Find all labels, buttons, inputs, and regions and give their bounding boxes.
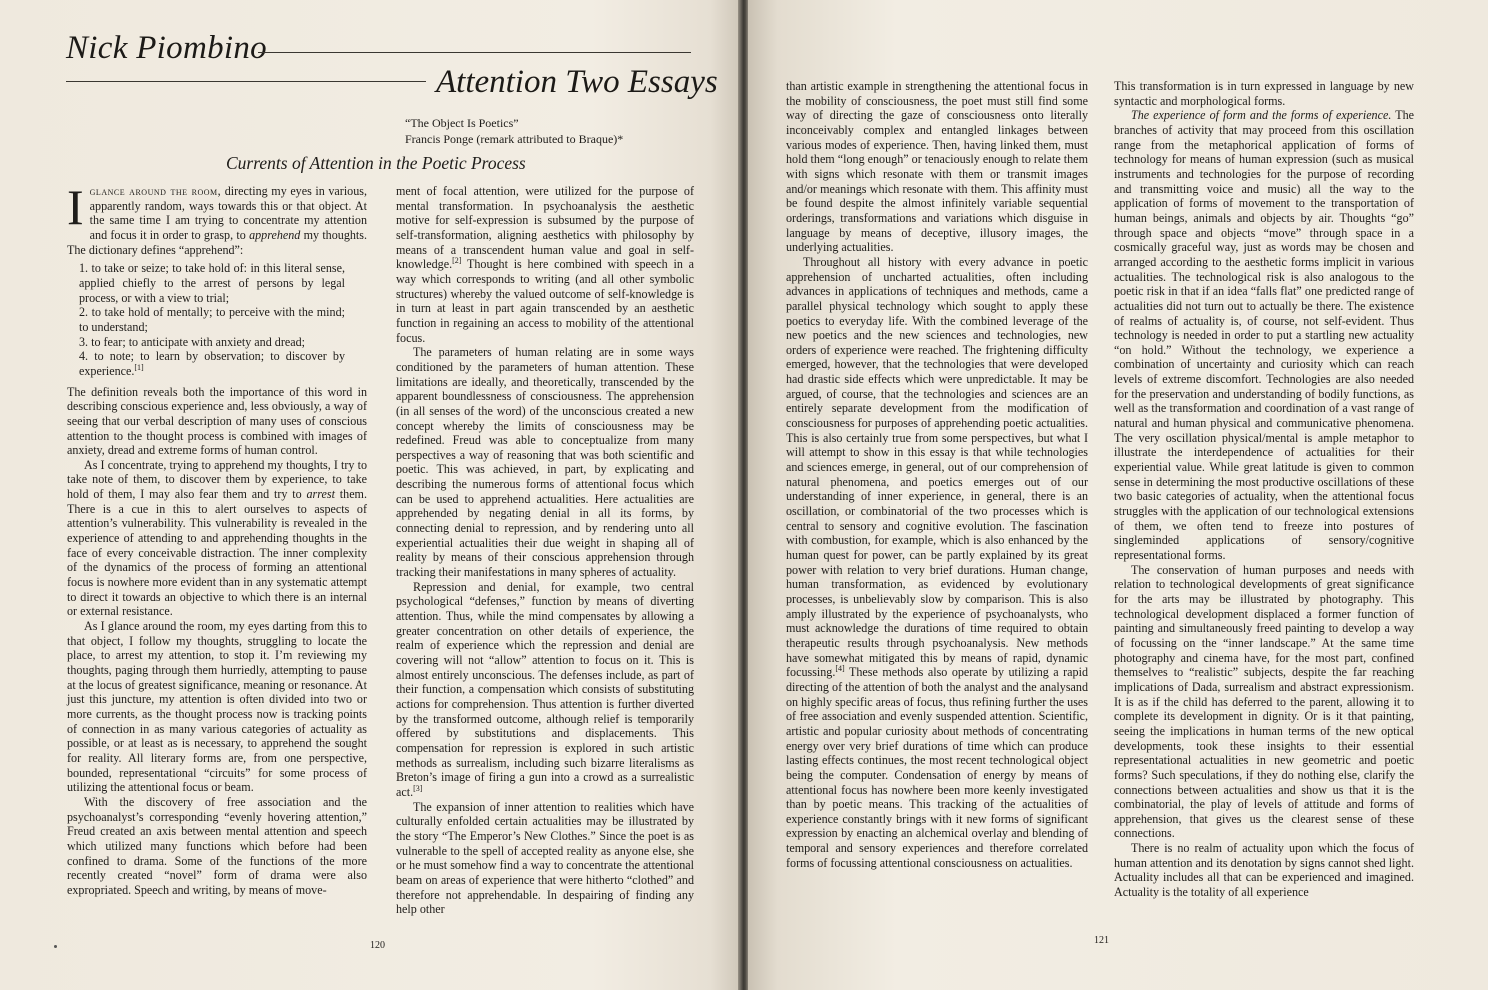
left-column-2: [396, 184, 694, 917]
text-run: them. There is a cue in this to alert ourselves to aspects of attention’s vulnerability. This vulnerability is revealed in the experience of attending to and apprehending thoughts in the face of every conceivable distraction. The inner complexity of the dynamics of the process of forming an attentional focus is nowhere more evident than in any systematic attempt to direct it towards an objective to which there is an internal or external resistance.: [67, 487, 367, 619]
paragraph: The conservation of human purposes and needs with relation to technological developments of great significance for the arts may be illustrated by photography. This technological development displaced a former function of painting and simultaneously freed painting to develop a way of focussing on the “inner landscape.” At the same time photography and cinema have, for the most part, confined themselves to “realistic” subjects, despite the far reaching implications of Dada, surrealism and abstract expressionism. It is as if the child has deferred to the parent, allowing it to complete its development in dignity. Or is it that painting, seeing the implications in human terms of the new optical developments, took these insights to their essential representational actualities in new geometric and poetic forms? Such speculations, if they do nothing else, clarify the connections between actualities and show us that it is the combinatorial, the play of levels of attitude and forms of apprehension, that gives us the clearest sense of these connections.: [1114, 562, 1414, 841]
paragraph: [67, 179, 367, 257]
text-run: Throughout all history with every advance in poetic apprehension of uncharted actualities, often including advances in applications of techniques and methods, came a parallel physical technology which sought to apply these poetics to everyday life. With the combined leverage of the new poetics and the new sciences and technologies, new orders of experience were reached. The frightening difficulty emerged, however, that the technologies that were developed had drastic side effects which were unpredictable. It may be argued, of course, that the technologies and sciences are an entirely separate development from the modification of consciousness for purposes of apprehending poetic actualities. This is also certainly true from some perspectives, but what I will attempt to show in this essay is that while technologies and sciences emerge, in general, out of our comprehension of natural phenomena, and poetics emerges out of our understanding of inner experience, in general, there is an oscillation, or combinatorial of the two processes which is central to sensory and cognitive evolution. The fascination with combustion, for example, which is also enhanced by the human quest for power, can be partly explained by its great power with relation to very brief durations. Human change, human transformation, as evidenced by evolutionary processes, is unbelievably slow by comparison. This is also amply illustrated by the experience of psychoanalysts, who must acknowledge the durations of time required to obtain therapeutic results through psychoanalysis. New methods have somewhat mitigated this by means of rapid, dynamic focussing.: [786, 254, 1088, 680]
paragraph: than artistic example in strengthening the attentional focus in the mobility of consciousness, the poet must still find some way of directing the gaze of consciousness onto literally inconceivably complex and entangled linkages between various modes of experience. Then, having linked them, must hold them “long enough” or tenaciously enough to relate them with signs which resonate with them or transmit images and/or meanings which resonate with them. This affinity must be found despite the almost infinitely variable sequential orderings, transformations and variations which disguise in language by means of deceptive, illusory images, the underlying actualities.: [786, 79, 1088, 255]
definition-item: 1. to take or seize; to take hold of: in this literal sense, applied chiefly to the arrest of persons by legal process, or with a view to trial;: [79, 261, 345, 305]
text-run: my thoughts. The dictionary defines “apprehend”:: [67, 227, 367, 257]
definition-item: 2. to take hold of mentally; to perceive with the mind; to understand;: [79, 305, 345, 334]
text-run: Thought is here combined with speech in a way which corresponds to writing (and all other symbolic structures) whereby the valued outcome of self-knowledge is in turn at least in part again transcended by an aesthetic function in regaining an access to mobility of the attentional focus.: [396, 257, 694, 345]
essay-title: Attention Two Essays: [436, 64, 718, 100]
epigraph-quote: “The Object Is Poetics”: [405, 116, 519, 130]
header-rule-bottom: [66, 81, 426, 82]
paragraph: As I glance around the room, my eyes darting from this to that object, I follow my thoughts, struggling to locate the place, to arrest my attention, to stop it. I’m reviewing my thoughts, paging through them hurriedly, attempting to pause at the locus of greatest significance, meaning or resonance. At just this juncture, my attention is often divided into two or more currents, as the thought process now is tracking points of connection in as many various categories of actuality as possible, or at least as is necessary, to apprehend the sought for reality. All literary forms are, from one perspective, bounded, representational “circuits” for some process of utilizing the attentional focus or beam.: [67, 619, 367, 795]
emphasis: arrest: [306, 487, 335, 502]
paragraph: The definition reveals both the importance of this word in describing conscious experience and, less obviously, a way of seeing that our verbal description of many uses of conscious attention to the thought process is combined with images of anxiety, dread and extreme forms of human control.: [67, 384, 367, 458]
definition-list: [67, 261, 367, 378]
left-page: [0, 0, 740, 990]
paragraph: [786, 255, 1088, 871]
header-rule-top: [258, 52, 691, 53]
paragraph: [67, 458, 367, 619]
right-column-1: [786, 79, 1088, 870]
footnote-ref: [2]: [452, 256, 462, 266]
paragraph: [396, 580, 694, 800]
drop-cap: I: [67, 179, 84, 235]
paragraph: There is no realm of actuality upon which the focus of human attention and its denotation by signs cannot shed light. Actuality includes all that can be experienced and imagined. Actuality is the totality of all experience: [1114, 841, 1414, 900]
paragraph: This transformation is in turn expressed in language by new syntactic and morphological forms.: [1114, 79, 1414, 108]
paragraph: The expansion of inner attention to realities which have culturally enfolded certain actualities may be illustrated by the story “The Emperor’s New Clothes.” Since the poet is as vulnerable to the spell of accepted reality as anyone else, she or he must somehow find a way to concentrate the attentional beam on areas of experience that were hitherto “clothed” and therefore not apprehendable. In despairing of finding any help other: [396, 799, 694, 917]
left-column-1: [67, 179, 367, 898]
right-column-2: [1114, 79, 1414, 900]
paragraph: The parameters of human relating are in some ways conditioned by the parameters of human attention. These limitations are ideally, and theoretically, transcended by the apparent boundlessness of consciousness. The apprehension (in all senses of the word) of the unconscious created a new concept whereby the limits of consciousness may be redefined. Freud was able to conceptualize from many perspectives a way of reasoning that was both scientific and poetic. This was achieved, in part, by explicating and describing the numerous forms of attentional focus which can be used to apprehend actualities. Here actualities are apprehended by negating denial in all its forms, by connecting denial to repression, and by rendering unto all experiential actualities their due weight in shaping all of reality by means of their conscious apprehension through tracking their manifestations in many spheres of actuality.: [396, 345, 694, 580]
paragraph: [396, 184, 694, 345]
footnote-ref: [4]: [835, 664, 845, 674]
emphasis: The experience of form and the forms of experience.: [1131, 108, 1392, 123]
text-run: As I concentrate, trying to apprehend my thoughts, I try to take note of them, to discover them by experience, to take hold of them, I may also fear them and try to: [67, 457, 367, 502]
text-run: Repression and denial, for example, two central psychological “defenses,” function by means of diverting attention. Thus, while the mind compensates by allowing a greater concentration on other details of experience, the realm of experience which the repression and denial are covering will not “allow” attention to focus on it. This is almost entirely unconscious. The defenses include, as part of their function, a compensation which consists of substituting actions for comprehension. Thus attention is further diverted by the transformed outcome, although relief is temporarily offered by substitutions and displacements. This compensation for repression is explored in such artistic methods as surrealism, including such bizarre literalisms as Breton’s image of firing a gun into a crowd as a surrealistic act.: [396, 579, 694, 799]
text-run: The branches of activity that may proceed from this oscillation range from the metaphorical application of forms of technology for means of human expression (such as musical instruments and technologies for the purpose of recording and transmitting voice and music) all the way to the application of forms of movement to the transportation of human beings, animals and objects by air. Thoughts “go” through space and objects “move” through space in a cosmically graceful way, just as words may be chosen and arranged according to the aesthetic forms implicit in various actualities. The technological risk is also analogous to the poetic risk in that if an idea “falls flat” one predicted range of actualities did not turn out to actually be there. The existence of realms of actuality is, of course, not self-evident. Thus technology is needed in order to put a startling new actuality “on hold.” Without the technology, we experience a combination of uncertainty and curiosity which can reach levels of extreme discomfort. Technologies are also needed for the preservation and understanding of bodily functions, as well as the transformation and coordination of a vast range of natural and human physical and communicative phenomena. The very oscillation physical/mental is ample metaphor to illustrate the interdependence of actualities for their experiential value. While great latitude is given to common sense in determining the most productive oscillations of these two basic categories of actuality, when the attentional focus struggles with the application of our technological extensions of them, we often tend to freeze into postures of singleminded applications of sensory/cognitive representational forms.: [1114, 108, 1415, 562]
print-mark: [54, 945, 57, 948]
epigraph-attribution: Francis Ponge (remark attributed to Braque)*: [405, 131, 624, 146]
author-name: Nick Piombino: [66, 30, 267, 66]
epigraph: [405, 116, 623, 147]
definition-item: [79, 349, 345, 378]
section-heading: Currents of Attention in the Poetic Process: [226, 153, 526, 173]
text-run: ment of focal attention, were utilized for the purpose of mental transformation. In psychoanalysis the aesthetic motive for self-expression is subsumed by the purpose of self-transformation, aligning aesthetics with philosophy by means of a transcendent human value and goal in self-knowledge.: [396, 184, 694, 272]
emphasis: apprehend: [249, 227, 301, 242]
footnote-ref: [3]: [413, 783, 423, 793]
text-run: 4. to note; to learn by observation; to discover by experience.: [79, 349, 345, 378]
page-number: 121: [1094, 935, 1109, 946]
text-run: These methods also operate by utilizing a rapid directing of the attention of both the analyst and the analysand on highly specific areas of focus, thus refining further the uses of free association and evenly suspended attention. Scientific, artistic and popular curiosity about methods of concentrating energy over very brief durations of time which can produce lasting effects continues, the most recent technological object being the computer. Condensation of energy by means of attentional focus has nowhere been more keenly investigated than by poetic means. This tracking of the actualities of experience constantly brings with it new forms of significant expression by enacting an alchemical overlay and blending of temporal and sensory experiences and therefore correlated forms of focussing attentional consciousness on actualities.: [786, 665, 1088, 870]
paragraph: [1114, 108, 1414, 562]
paragraph: With the discovery of free association and the psychoanalyst’s corresponding “evenly hovering attention,” Freud created an axis between mental attention and speech which utilized many functions which before had been confined to drama. Some of the functions of the more recently created “novel” form of drama were also expropriated. Speech and writing, by means of move-: [67, 794, 367, 897]
lead-smallcaps: glance around the room,: [89, 184, 222, 198]
text-run: directing my eyes in various, apparently random, ways towards this or that object. At the same time I am trying to concentrate my attention and focus it in order to grasp, to: [89, 184, 367, 242]
right-page: [748, 0, 1488, 990]
definition-item: 3. to fear; to anticipate with anxiety and dread;: [79, 334, 306, 349]
footnote-ref: [1]: [134, 362, 144, 372]
page-number: 120: [370, 940, 385, 951]
